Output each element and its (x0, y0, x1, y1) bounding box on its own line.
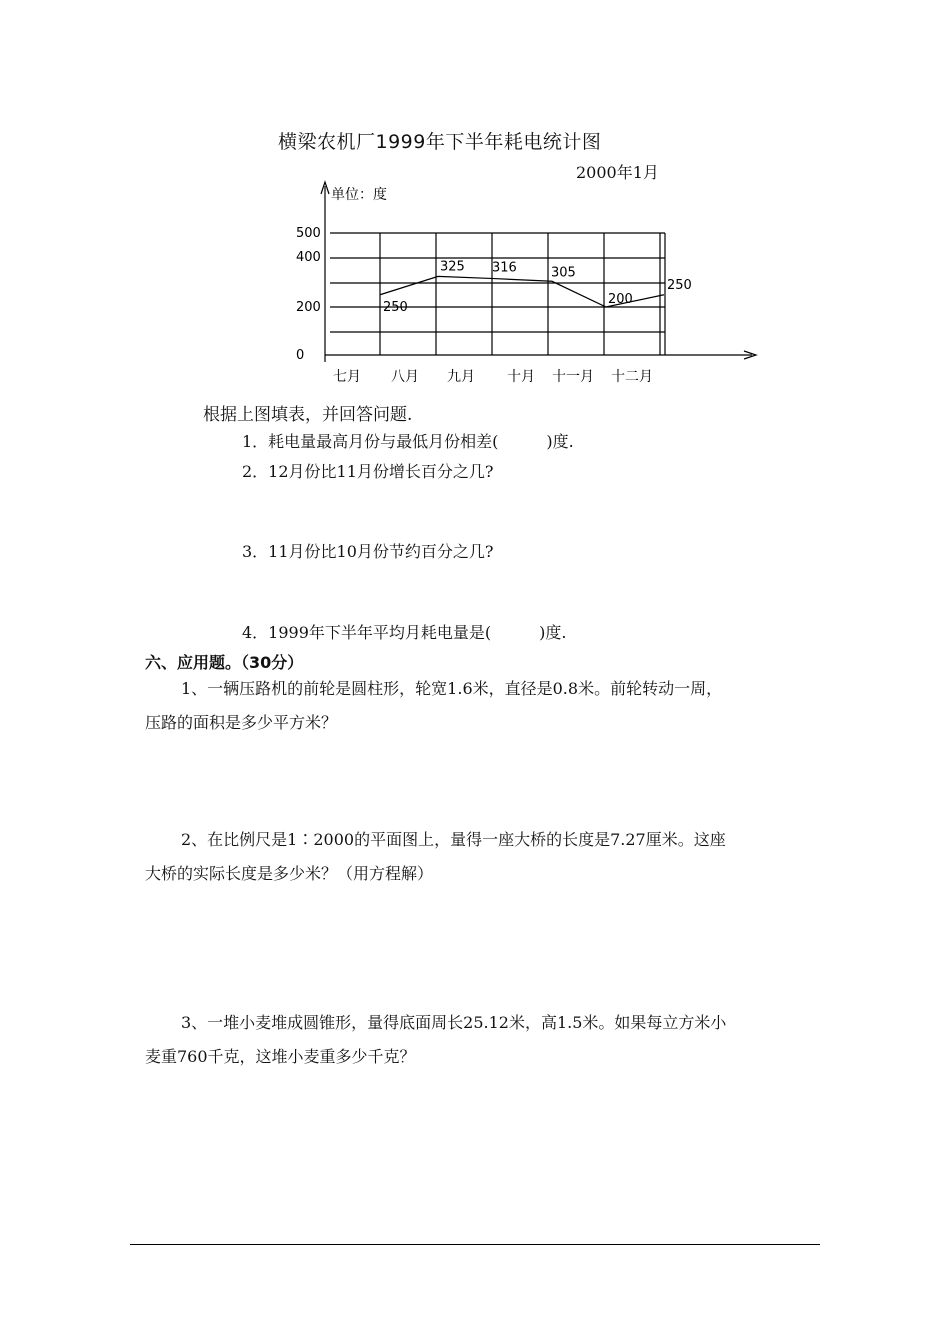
question-4: 4．1999年下半年平均月耗电量是( )度. (242, 623, 567, 642)
intro-text: 根据上图填表，并回答问题. (203, 405, 413, 425)
question-1: 1．耗电量最高月份与最低月份相差( )度. (242, 432, 574, 451)
question-2: 2．12月份比11月份增长百分之几? (242, 462, 494, 481)
problem-1-line2: 压路的面积是多少平方米？ (145, 713, 338, 732)
problem-2-line1: 2、在比例尺是1∶2000的平面图上，量得一座大桥的长度是7.27厘米。这座 (181, 830, 726, 849)
x-tick-label: 十一月 (552, 369, 594, 385)
y-tick-label: 500 (296, 226, 321, 241)
x-tick-label: 九月 (447, 369, 475, 385)
y-tick-label: 200 (296, 300, 321, 315)
problem-1 (145, 672, 722, 740)
problem-1-line1: 1、一辆压路机的前轮是圆柱形，轮宽1.6米，直径是0.8米。前轮转动一周， (181, 679, 723, 698)
y-tick-label: 0 (296, 348, 305, 363)
data-label: 250 (383, 299, 408, 315)
data-label: 325 (440, 259, 465, 275)
problem-3-line2: 麦重760千克，这堆小麦重多少千克？ (145, 1047, 416, 1066)
footer-divider (130, 1244, 820, 1245)
x-tick-label: 十月 (507, 369, 535, 385)
section-title: 六、应用题。（30分） (145, 653, 304, 672)
x-tick-label: 十二月 (611, 369, 653, 385)
data-label: 305 (551, 265, 576, 281)
problem-2-line2: 大桥的实际长度是多少米？（用方程解） (145, 864, 434, 883)
problem-2 (145, 823, 726, 891)
line-chart (0, 0, 950, 400)
problem-3-line1: 3、一堆小麦堆成圆锥形，量得底面周长25.12米，高1.5米。如果每立方米小 (181, 1013, 727, 1032)
chart-title: 横梁农机厂1999年下半年耗电统计图 (278, 131, 602, 153)
data-label: 250 (667, 277, 692, 293)
data-label: 200 (608, 292, 633, 307)
problem-3 (145, 1006, 726, 1074)
x-tick-label: 八月 (391, 369, 419, 385)
x-tick-label: 七月 (333, 369, 361, 385)
unit-label: 单位：度 (331, 187, 387, 203)
data-label: 316 (492, 260, 517, 276)
question-3: 3．11月份比10月份节约百分之几? (242, 542, 494, 561)
y-tick-label: 400 (296, 250, 321, 265)
chart-date: 2000年1月 (576, 163, 659, 182)
